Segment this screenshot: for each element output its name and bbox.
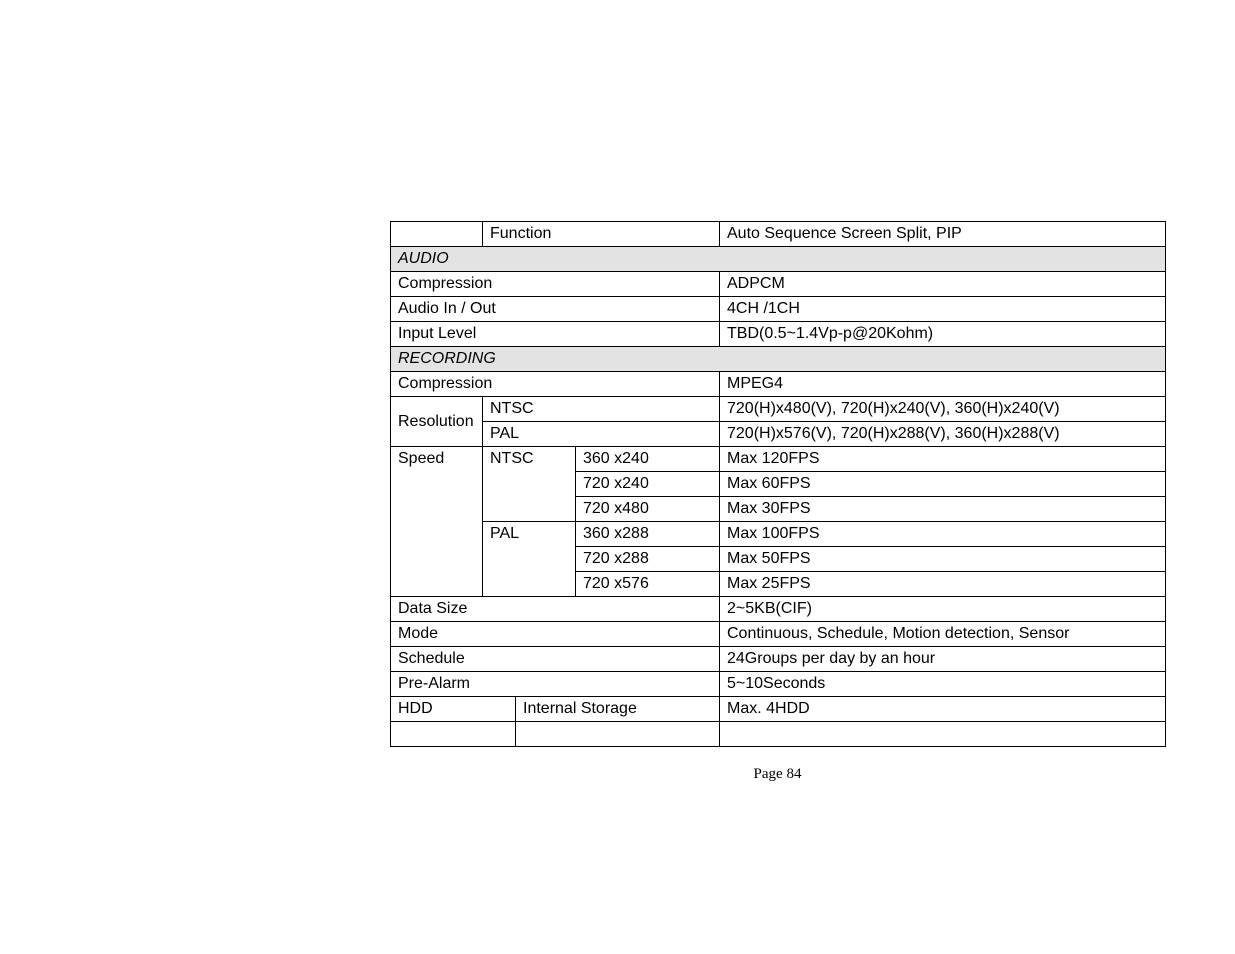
speed-res: 360 x240: [576, 447, 720, 472]
resolution-label: Resolution: [391, 397, 483, 447]
speed-std-ntsc: NTSC: [483, 447, 576, 522]
row-value: MPEG4: [720, 372, 1166, 397]
row-label: Compression: [391, 272, 720, 297]
speed-fps: Max 60FPS: [720, 472, 1166, 497]
function-row: [391, 222, 1166, 247]
recording-compression-row: [391, 372, 1166, 397]
speed-res: 720 x288: [576, 547, 720, 572]
row-value: 5~10Seconds: [720, 672, 1166, 697]
audio-section-title: AUDIO: [391, 247, 1166, 272]
row-value: 24Groups per day by an hour: [720, 647, 1166, 672]
speed-fps: Max 25FPS: [720, 572, 1166, 597]
spec-table: [390, 221, 1166, 747]
row-value: Continuous, Schedule, Motion detection, Sensor: [720, 622, 1166, 647]
hdd-value: Max. 4HDD: [720, 697, 1166, 722]
speed-row: [391, 447, 1166, 472]
empty-cell: [516, 722, 720, 747]
resolution-ntsc-row: [391, 397, 1166, 422]
row-value: TBD(0.5~1.4Vp-p@20Kohm): [720, 322, 1166, 347]
row-label: Schedule: [391, 647, 720, 672]
row-value: ADPCM: [720, 272, 1166, 297]
recording-section-title: RECORDING: [391, 347, 1166, 372]
speed-fps: Max 120FPS: [720, 447, 1166, 472]
resolution-std: PAL: [483, 422, 720, 447]
function-value: Auto Sequence Screen Split, PIP: [720, 222, 1166, 247]
resolution-value: 720(H)x480(V), 720(H)x240(V), 360(H)x240(V): [720, 397, 1166, 422]
mode-row: [391, 622, 1166, 647]
pre-alarm-row: [391, 672, 1166, 697]
speed-res: 720 x480: [576, 497, 720, 522]
speed-row: [391, 522, 1166, 547]
speed-fps: Max 50FPS: [720, 547, 1166, 572]
speed-std-pal: PAL: [483, 522, 576, 597]
speed-fps: Max 30FPS: [720, 497, 1166, 522]
recording-section-row: [391, 347, 1166, 372]
function-label: Function: [483, 222, 720, 247]
hdd-row: [391, 697, 1166, 722]
row-label: Compression: [391, 372, 720, 397]
page-number: Page 84: [753, 766, 802, 782]
speed-res: 360 x288: [576, 522, 720, 547]
row-label: Input Level: [391, 322, 720, 347]
hdd-label: HDD: [391, 697, 516, 722]
row-value: 4CH /1CH: [720, 297, 1166, 322]
row-label: Data Size: [391, 597, 720, 622]
audio-section-row: [391, 247, 1166, 272]
row-label: Pre-Alarm: [391, 672, 720, 697]
resolution-pal-row: [391, 422, 1166, 447]
function-empty-cell: [391, 222, 483, 247]
resolution-std: NTSC: [483, 397, 720, 422]
data-size-row: [391, 597, 1166, 622]
audio-input-level-row: [391, 322, 1166, 347]
empty-cell: [720, 722, 1166, 747]
row-label: Audio In / Out: [391, 297, 720, 322]
empty-row: [391, 722, 1166, 747]
hdd-sub-label: Internal Storage: [516, 697, 720, 722]
row-label: Mode: [391, 622, 720, 647]
row-value: 2~5KB(CIF): [720, 597, 1166, 622]
audio-compression-row: [391, 272, 1166, 297]
resolution-value: 720(H)x576(V), 720(H)x288(V), 360(H)x288(V): [720, 422, 1166, 447]
speed-label: Speed: [391, 447, 483, 597]
speed-res: 720 x240: [576, 472, 720, 497]
empty-cell: [391, 722, 516, 747]
speed-res: 720 x576: [576, 572, 720, 597]
schedule-row: [391, 647, 1166, 672]
speed-fps: Max 100FPS: [720, 522, 1166, 547]
audio-inout-row: [391, 297, 1166, 322]
